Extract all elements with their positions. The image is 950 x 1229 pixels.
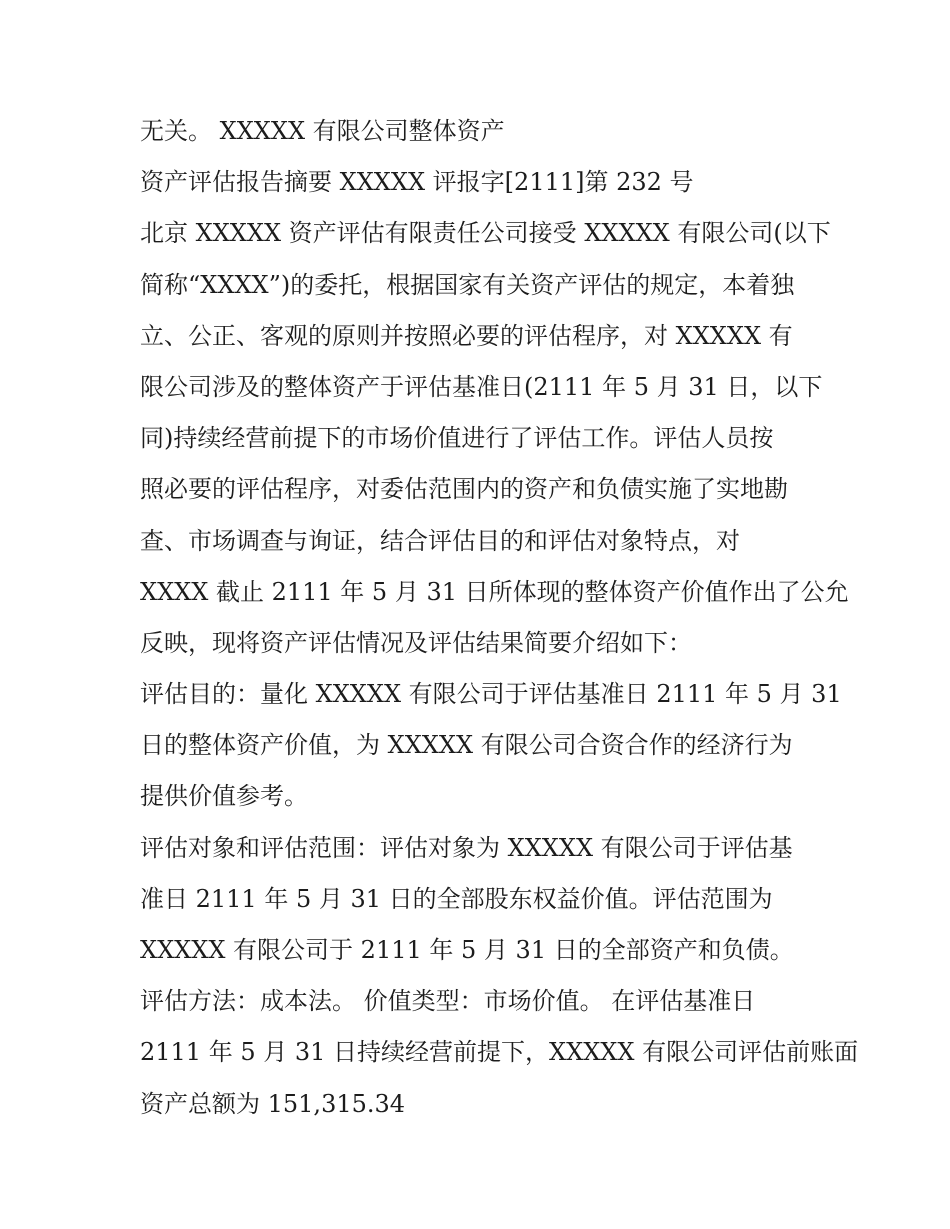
text-line: 照必要的评估程序，对委估范围内的资产和负债实施了实地勘 [140,475,788,504]
text-line: XXXX 截止 2111 年 5 月 31 日所体现的整体资产价值作出了公允 [140,577,849,606]
text-line: 准日 2111 年 5 月 31 日的全部股东权益价值。评估范围为 [140,884,773,913]
text-line: 2111 年 5 月 31 日持续经营前提下，XXXXX 有限公司评估前账面 [140,1038,859,1067]
text-line: XXXXX 有限公司于 2111 年 5 月 31 日的全部资产和负债。 [140,936,794,964]
text-line: 同)持续经营前提下的市场价值进行了评估工作。评估人员按 [140,424,774,453]
evaluation-purpose-line: 评估目的：量化 XXXXX 有限公司于评估基准日 2111 年 5 月 31 [140,680,842,709]
report-summary-heading: 资产评估报告摘要 XXXXX 评报字[2111]第 232 号 [140,168,694,197]
text-line: 反映，现将资产评估情况及评估结果简要介绍如下： [140,628,692,657]
evaluation-method-line: 评估方法：成本法。 价值类型：市场价值。 在评估基准日 [140,987,756,1016]
text-line: 简称“XXXX”)的委托，根据国家有关资产评估的规定，本着独 [140,270,795,299]
text-line: 提供价值参考。 [140,782,308,811]
text-line: 无关。 XXXXX 有限公司整体资产 [140,117,505,145]
text-line: 立、公正、客观的原则并按照必要的评估程序，对 XXXXX 有 [140,321,793,350]
evaluation-scope-line: 评估对象和评估范围：评估对象为 XXXXX 有限公司于评估基 [140,833,793,862]
text-line: 日的整体资产价值，为 XXXXX 有限公司合资合作的经济行为 [140,731,793,760]
text-line: 查、市场调查与询证，结合评估目的和评估对象特点，对 [140,526,740,555]
text-line: 北京 XXXXX 资产评估有限责任公司接受 XXXXX 有限公司(以下 [140,219,831,248]
total-assets-line: 资产总额为 151,315.34 [140,1089,406,1118]
document-body [140,106,859,1130]
text-line: 限公司涉及的整体资产于评估基准日(2111 年 5 月 31 日，以下 [140,372,823,401]
